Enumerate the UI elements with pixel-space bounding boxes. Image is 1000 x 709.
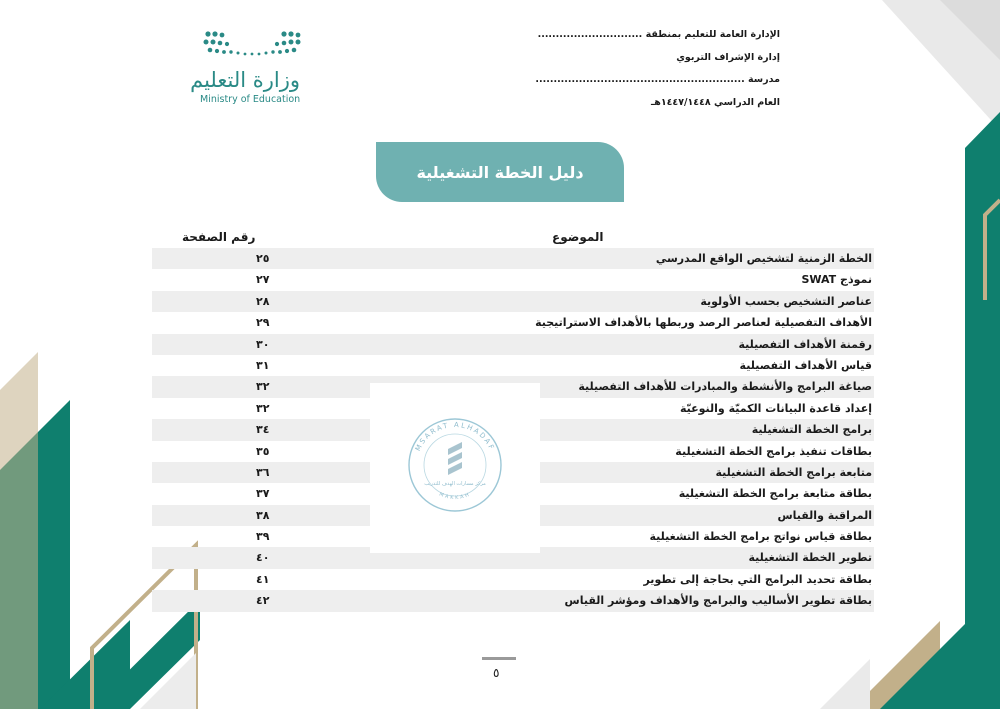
toc-topic: برامج الخطة التشغيلية [751, 423, 872, 437]
toc-page-number: ٢٥ [256, 252, 270, 265]
topic-column-header: الموضوع [552, 230, 604, 244]
toc-row [152, 248, 874, 269]
toc-topic: متابعة برامج الخطة التشغيلية [715, 465, 872, 479]
header-year-line: العام الدراسي ١٤٤٧/١٤٤٨هـ [650, 96, 780, 108]
stamp-seal-icon [405, 415, 505, 515]
toc-topic: بطاقة متابعة برامج الخطة التشغيلية [678, 487, 872, 501]
svg-text:مركز مسارات الهدف للتدريب: مركز مسارات الهدف للتدريب [424, 481, 486, 487]
toc-page-number: ٣١ [256, 358, 270, 372]
toc-page-number: ٣٩ [256, 530, 270, 544]
toc-page-number: ٣٧ [256, 487, 270, 501]
toc-topic: رقمنة الأهداف التفصيلية [738, 337, 872, 351]
toc-page-number: ٣٢ [256, 380, 270, 394]
ministry-logo [190, 28, 306, 108]
header-department-line: إدارة الإشراف التربوي [676, 51, 780, 63]
toc-page-number: ٢٩ [256, 316, 270, 330]
toc-row [152, 291, 874, 312]
page-title: دليل الخطة التشغيلية [416, 162, 584, 182]
header-school-line: مدرسة .......................................................... [535, 74, 780, 85]
page-number: ٥ [493, 666, 500, 680]
toc-topic: صياغة البرامج والأنشطة والمبادرات للأهداف التفصيلية [578, 380, 872, 394]
toc-topic: إعداد قاعدة البيانات الكميّة والنوعيّة [679, 401, 872, 415]
document-header [520, 29, 780, 119]
toc-row [152, 590, 874, 611]
svg-text:MSARAT ALHADAF: MSARAT ALHADAF [413, 420, 497, 453]
toc-topic: بطاقة تطوير الأساليب والبرامج والأهداف ومؤشر القياس [564, 594, 872, 608]
toc-page-number: ٣٤ [256, 423, 270, 437]
toc-page-number: ٣٦ [256, 465, 270, 479]
toc-page-number: ٢٨ [256, 294, 270, 308]
toc-row [152, 355, 874, 376]
header-region-line: الإدارة العامة للتعليم بمنطقة ............................. [537, 29, 780, 40]
toc-page-number: ٤٠ [256, 551, 270, 565]
toc-page-number: ٤٢ [256, 594, 270, 608]
toc-topic: الأهداف التفصيلية لعناصر الرصد وربطها بالأهداف الاستراتيجية [535, 316, 872, 330]
toc-topic: بطاقة قياس نواتج برامج الخطة التشغيلية [649, 530, 872, 544]
svg-text:MAKKAH: MAKKAH [438, 491, 472, 502]
title-banner [376, 142, 624, 202]
toc-row [152, 334, 874, 355]
logo-english-text: Ministry of Education [200, 94, 301, 105]
toc-row [152, 569, 874, 590]
toc-page-number: ٣٨ [256, 508, 270, 522]
toc-topic: قياس الأهداف التفصيلية [739, 358, 872, 372]
page-column-header: رقم الصفحة [182, 230, 256, 244]
watermark-stamp [370, 383, 540, 553]
logo-arabic-text: وزارة التعليم [190, 68, 300, 92]
toc-topic: بطاقة تحديد البرامج التي بحاجة إلى تطوير [643, 572, 872, 586]
toc-row [152, 269, 874, 290]
toc-topic: نموذج SWAT [801, 273, 872, 287]
logo-dots-icon [200, 28, 304, 60]
toc-page-number: ٤١ [256, 572, 270, 586]
toc-page-number: ٢٧ [256, 273, 270, 287]
toc-page-number: ٣٢ [256, 401, 270, 415]
toc-row [152, 312, 874, 333]
toc-topic: المراقبة والقياس [777, 508, 872, 522]
footer-divider [482, 657, 516, 660]
toc-page-number: ٣٠ [256, 337, 270, 351]
toc-topic: بطاقات تنفيذ برامج الخطة التشغيلية [675, 444, 872, 458]
toc-topic: عناصر التشخيص بحسب الأولوية [700, 294, 872, 308]
toc-topic: تطوير الخطة التشغيلية [748, 551, 872, 565]
toc-topic: الخطة الزمنية لتشخيص الواقع المدرسي [655, 252, 872, 265]
toc-page-number: ٣٥ [256, 444, 270, 458]
